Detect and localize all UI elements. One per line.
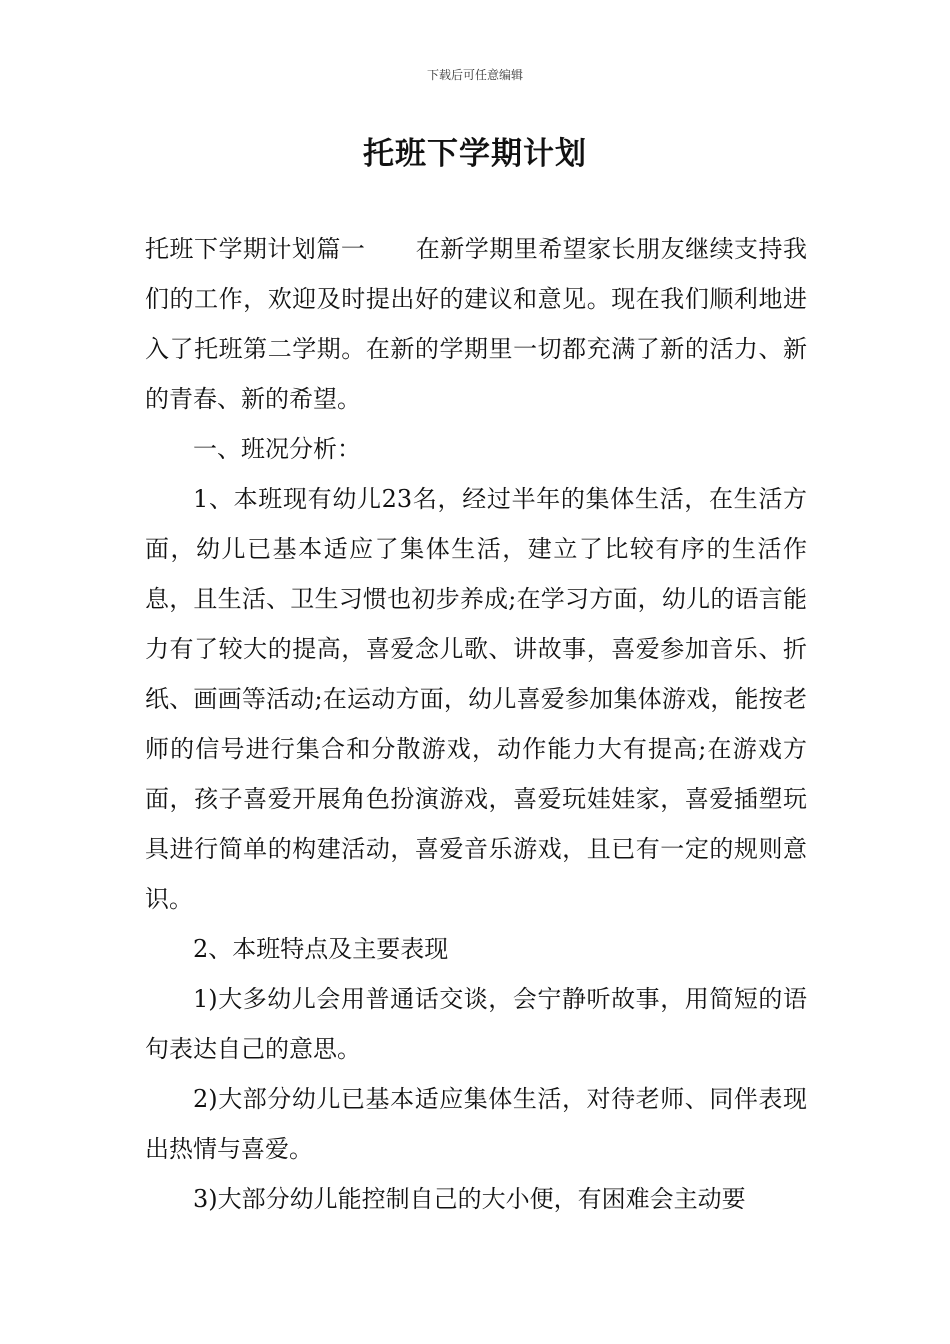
intro-label: 托班下学期计划篇一 xyxy=(145,235,366,263)
document-title: 托班下学期计划 xyxy=(363,136,587,172)
list-item-2: 2)大部分幼儿已基本适应集体生活，对待老师、同伴表现出热情与喜爱。 xyxy=(145,1085,807,1163)
section-heading-class-analysis: 一、班况分析： xyxy=(193,435,361,463)
list-item-3: 3)大部分幼儿能控制自己的大小便，有困难会主动要 xyxy=(193,1185,746,1213)
intro-paragraph xyxy=(145,224,807,424)
header-note: 下载后可任意编辑 xyxy=(426,68,523,82)
paragraph-class-overview: 1、本班现有幼儿23名，经过半年的集体生活，在生活方面，幼儿已基本适应了集体生活，建立了比较有序的生活作息，且生活、卫生习惯也初步养成;在学习方面，幼儿的语言能力有了较大的提高，喜爱念儿歌、讲故事，喜爱参加音乐、折纸、画画等活动;在运动方面，幼儿喜爱参加集体游戏，能按老师的信号进行集合和分散游戏，动作能力大有提高;在游戏方面，孩子喜爱开展角色扮演游戏，喜爱玩娃娃家，喜爱插塑玩具进行简单的构建活动，喜爱音乐游戏，且已有一定的规则意识。 xyxy=(145,485,807,913)
document-body xyxy=(145,224,807,1224)
intro-text: 在新学期里希望家长朋友继续支持我们的工作，欢迎及时提出好的建议和意见。现在我们顺利地进入了托班第二学期。在新的学期里一切都充满了新的活力、新的青春、新的希望。 xyxy=(145,235,808,413)
section-heading-class-features: 2、本班特点及主要表现 xyxy=(193,935,449,963)
list-item-1: 1)大多幼儿会用普通话交谈，会宁静听故事，用简短的语句表达自己的意思。 xyxy=(145,985,807,1063)
